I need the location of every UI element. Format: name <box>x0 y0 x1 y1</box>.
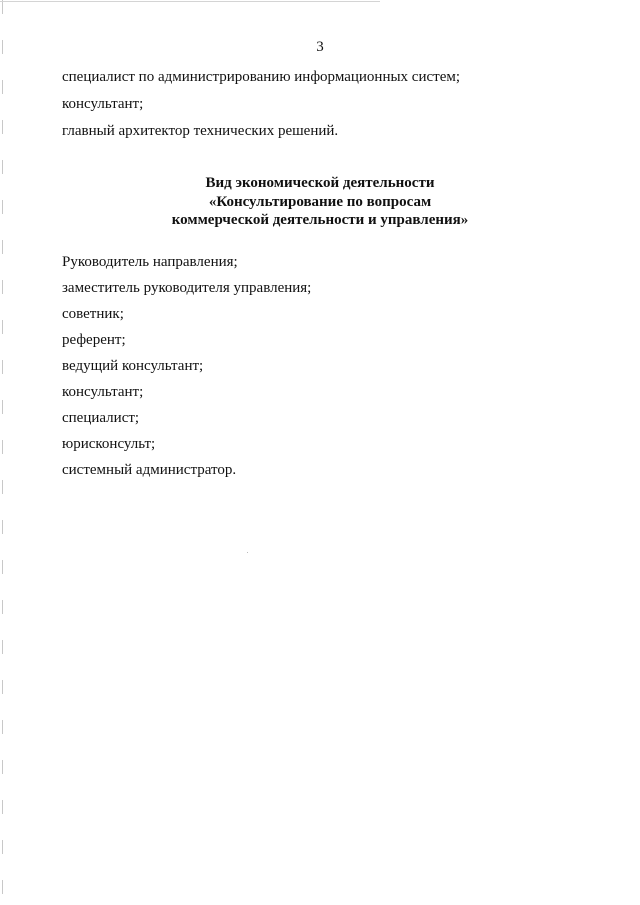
page-number: 3 <box>316 39 324 55</box>
list-item: специалист по администрированию информационных систем; <box>62 69 461 85</box>
scan-edge-left <box>2 0 3 905</box>
heading-line: коммерческой деятельности и управления» <box>171 212 469 228</box>
list-item: главный архитектор технических решений. <box>62 123 339 139</box>
section-heading <box>0 174 640 230</box>
list-item: консультант; <box>62 96 144 112</box>
list-item: консультант; <box>62 384 144 400</box>
list-item: Руководитель направления; <box>62 254 238 270</box>
list-item: системный администратор. <box>62 462 237 478</box>
heading-line: Вид экономической деятельности <box>205 175 435 191</box>
scan-edge-top <box>0 1 380 2</box>
list-item: ведущий консультант; <box>62 358 204 374</box>
list-item: специалист; <box>62 410 140 426</box>
list-item: юрисконсульт; <box>62 436 156 452</box>
list-item: референт; <box>62 332 126 348</box>
list-item: советник; <box>62 306 124 322</box>
heading-line: «Консультирование по вопросам <box>208 193 432 210</box>
list-item: заместитель руководителя управления; <box>62 280 312 296</box>
scan-speck <box>247 552 248 553</box>
